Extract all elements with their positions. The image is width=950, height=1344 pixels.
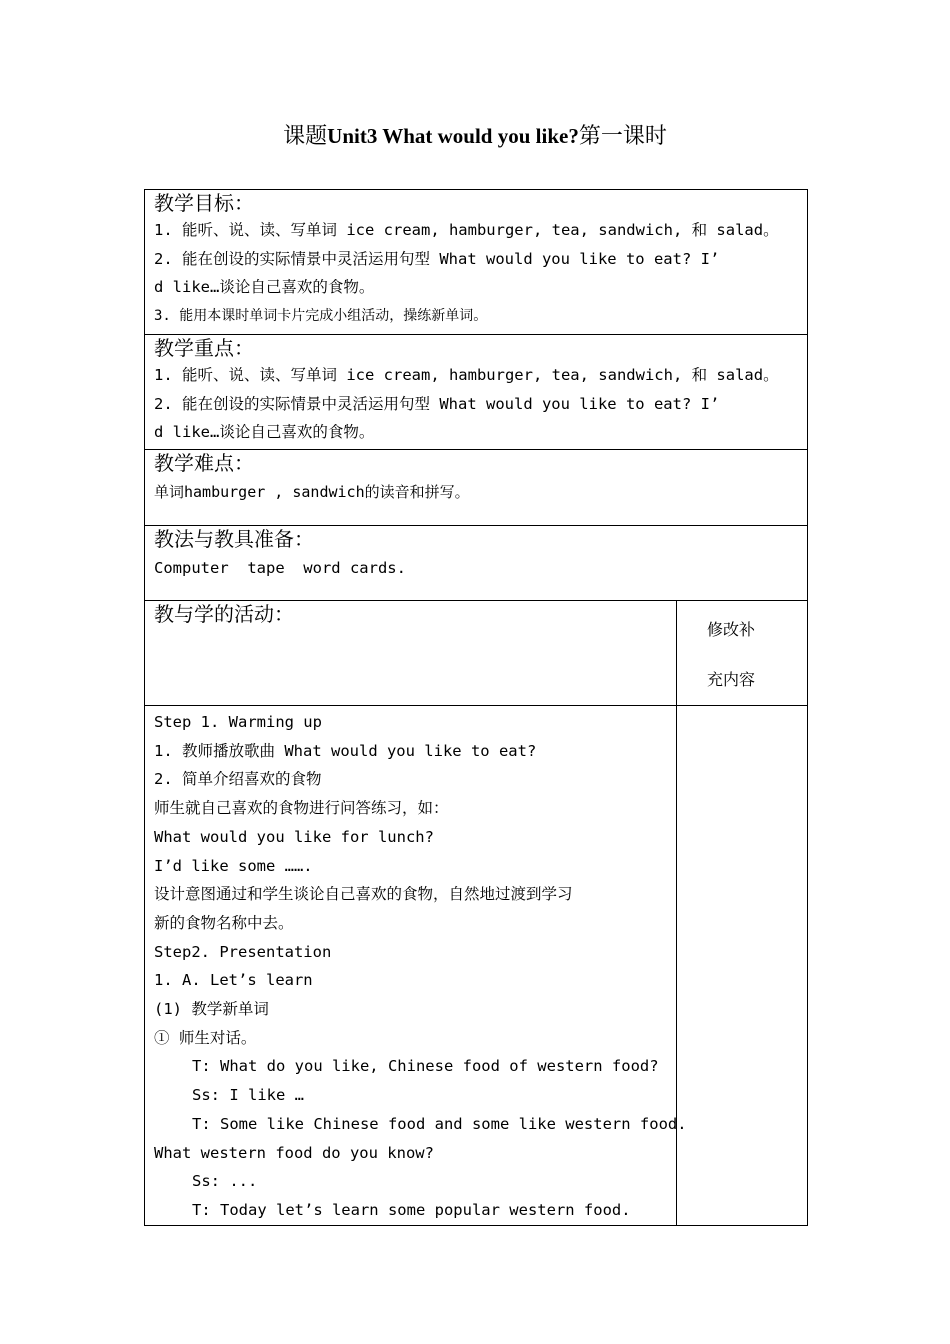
activities-body-cell bbox=[145, 706, 687, 1226]
key-points-line-2: 2. 能在创设的实际情景中灵活运用句型 What would you like to eat? I’ bbox=[154, 394, 720, 413]
key-points-heading: 教学重点： bbox=[154, 336, 254, 360]
revision-notes-cell bbox=[677, 706, 808, 1226]
activities-heading-cell bbox=[145, 601, 677, 706]
activity-line-2: 1. 教师播放歌曲 What would you like to eat? bbox=[154, 741, 537, 760]
difficulties-cell bbox=[145, 450, 808, 526]
title-main: Unit3 What would you like? bbox=[327, 124, 579, 148]
side-label-line-1: 修改补 bbox=[707, 620, 756, 639]
activity-line-16: What western food do you know? bbox=[154, 1143, 434, 1162]
activity-line-7: 设计意图通过和学生谈论自己喜欢的食物，自然地过渡到学习 bbox=[154, 885, 573, 904]
activity-line-9: Step2. Presentation bbox=[154, 942, 332, 961]
activity-line-3: 2. 简单介绍喜欢的食物 bbox=[154, 770, 322, 789]
difficulties-row bbox=[145, 450, 808, 526]
key-points-line-3: d like…谈论自己喜欢的食物。 bbox=[154, 423, 375, 442]
objectives-line-2: 2. 能在创设的实际情景中灵活运用句型 What would you like to eat? I’ bbox=[154, 249, 720, 268]
objectives-row bbox=[145, 190, 808, 335]
activity-line-5: What would you like for lunch? bbox=[154, 827, 434, 846]
revision-notes-header bbox=[677, 601, 808, 706]
activity-line-13: T: What do you like, Chinese food of western food? bbox=[192, 1057, 659, 1076]
objectives-line-3: d like…谈论自己喜欢的食物。 bbox=[154, 278, 375, 297]
title-prefix: 课题 bbox=[283, 124, 328, 149]
activities-heading: 教与学的活动： bbox=[154, 602, 294, 626]
key-points-cell bbox=[145, 335, 808, 450]
activity-line-6: I’d like some ……. bbox=[154, 856, 313, 875]
activity-line-17: Ss: ... bbox=[192, 1172, 258, 1191]
key-points-row bbox=[145, 335, 808, 450]
difficulties-line-1: 单词hamburger , sandwich的读音和拼写。 bbox=[154, 483, 470, 501]
activity-line-15: T: Some like Chinese food and some like western food. bbox=[192, 1114, 687, 1133]
methods-line-1: Computer tape word cards. bbox=[154, 559, 406, 577]
activity-line-18: T: Today let’s learn some popular western food. bbox=[192, 1200, 631, 1219]
activities-body-row bbox=[145, 706, 808, 1226]
activity-line-10: 1. A. Let’s learn bbox=[154, 971, 313, 990]
lesson-plan-table bbox=[144, 189, 808, 1226]
methods-cell bbox=[145, 526, 808, 601]
lesson-title bbox=[0, 120, 950, 153]
objectives-cell bbox=[145, 190, 808, 335]
activity-line-11: (1) 教学新单词 bbox=[154, 1000, 269, 1019]
methods-row bbox=[145, 526, 808, 601]
objectives-line-4: 3. 能用本课时单词卡片完成小组活动，操练新单词。 bbox=[154, 308, 488, 325]
objectives-heading: 教学目标： bbox=[154, 191, 254, 215]
activity-line-1: Step 1. Warming up bbox=[154, 713, 322, 731]
key-points-line-1: 1. 能听、说、读、写单词 ice cream, hamburger, tea, sandwich, 和 salad。 bbox=[154, 366, 779, 384]
activity-line-12: ① 师生对话。 bbox=[154, 1028, 257, 1047]
methods-heading: 教法与教具准备： bbox=[154, 527, 314, 551]
title-suffix: 第一课时 bbox=[578, 124, 667, 149]
objectives-line-1: 1. 能听、说、读、写单词 ice cream, hamburger, tea, sandwich, 和 salad。 bbox=[154, 221, 779, 239]
activity-line-8: 新的食物名称中去。 bbox=[154, 913, 294, 932]
activity-line-4: 师生就自己喜欢的食物进行问答练习，如： bbox=[154, 799, 449, 818]
activities-header-row bbox=[145, 601, 808, 706]
difficulties-heading: 教学难点： bbox=[154, 451, 254, 475]
activity-line-14: Ss: I like … bbox=[192, 1086, 304, 1105]
side-label-line-2: 充内容 bbox=[707, 670, 756, 689]
